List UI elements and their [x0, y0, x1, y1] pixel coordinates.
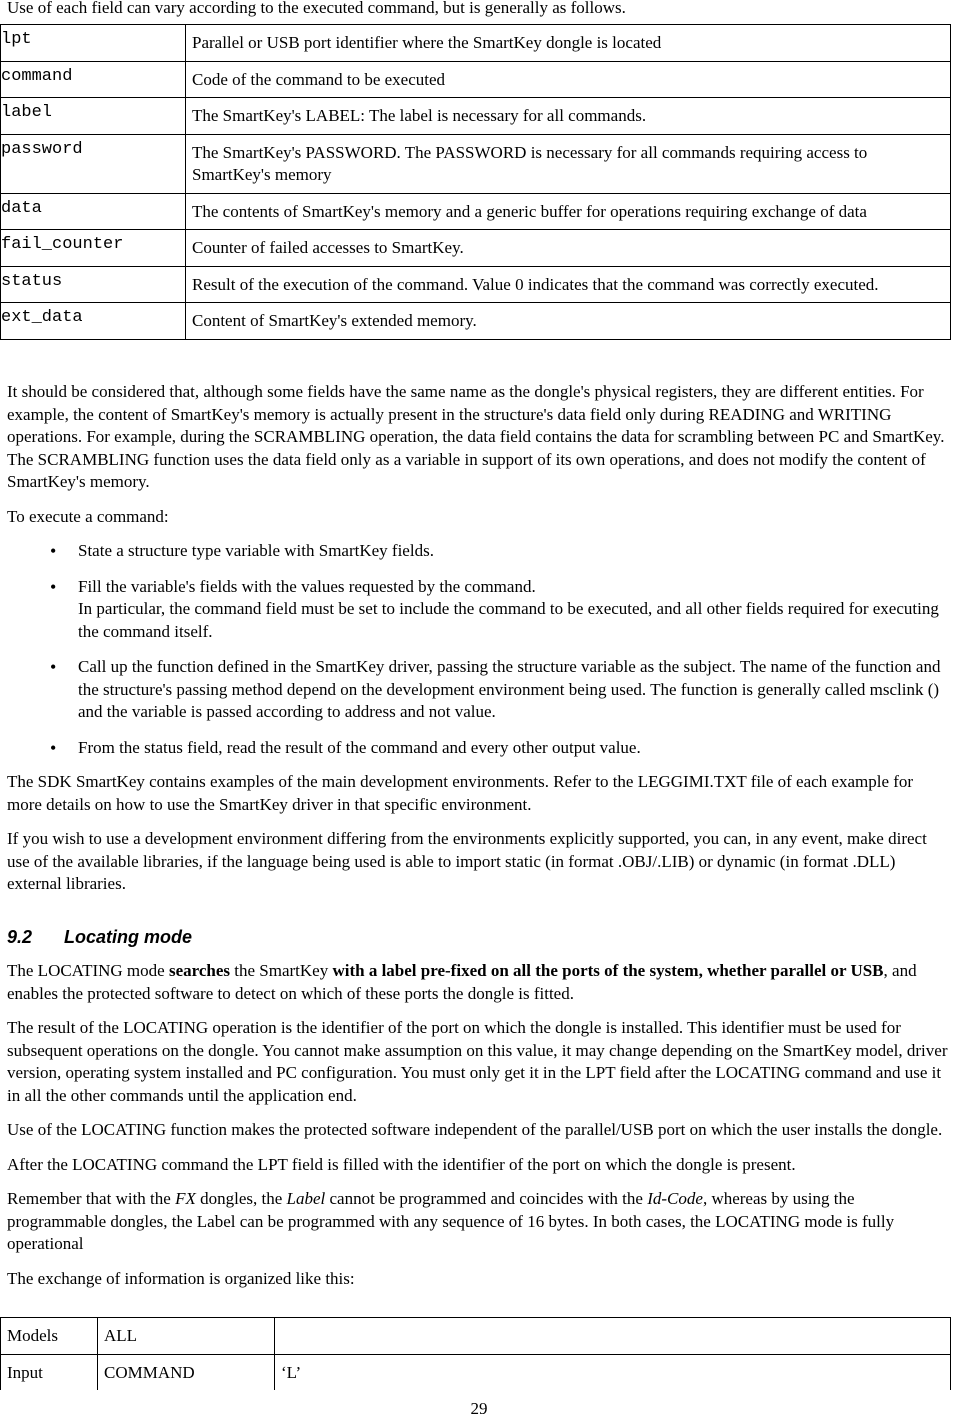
field-name: ext_data: [1, 308, 83, 327]
bullet-icon: •: [50, 737, 57, 758]
field-name: lpt: [1, 30, 32, 49]
table-row: [1, 303, 951, 340]
field-description: Code of the command to be executed: [186, 61, 951, 98]
field-description: The SmartKey's PASSWORD. The PASSWORD is necessary for all commands requiring access to SmartKey's memory: [186, 134, 951, 193]
wish-paragraph: If you wish to use a development environment differing from the environments explicitly supported, you can, in any event, make direct use of the available libraries, if the language being used is able to import static (in format .OBJ/.LIB) or dynamic (in format .DLL) external libraries.: [7, 829, 927, 893]
locating-paragraph-3: Use of the LOCATING function makes the protected software independent of the parallel/USB port on which the user installs the dongle.: [7, 1120, 943, 1139]
field-description: Result of the execution of the command. Value 0 indicates that the command was correctly executed.: [186, 266, 951, 303]
sdk-paragraph: The SDK SmartKey contains examples of the main development environments. Refer to the LEGGIMI.TXT file of each example for more details on how to use the SmartKey driver in that specific environment.: [7, 772, 914, 814]
table-row: [1, 230, 951, 267]
section-number: 9.2: [7, 927, 33, 947]
table-row: [1, 98, 951, 135]
list-item: • State a structure type variable with SmartKey fields.: [50, 541, 434, 561]
list-item: • Call up the function defined in the SmartKey driver, passing the structure variable as the subject. The name of the function and the structure's passing method depend on the development environment being used. The function is generally called msclink () and the variable is passed according to address and not value.: [50, 657, 941, 721]
field-name: password: [1, 139, 83, 159]
field-description: Content of SmartKey's extended memory.: [186, 303, 951, 340]
table-row: [1, 25, 951, 62]
field-name: fail_counter: [1, 235, 124, 254]
fields-table: [0, 24, 951, 340]
steps-list: [7, 540, 952, 759]
page-number: 29: [470, 1399, 488, 1418]
consider-paragraph: It should be considered that, although some fields have the same name as the dongle's physical registers, they are different entities. For example, the content of SmartKey's memory is actually present in the structure's data field only during READING and WRITING operations. For example, during the SCRAMBLING operation, the data field contains the data for scrambling between PC and SmartKey. The SCRAMBLING function uses the data field only as a variable in support of its own operations, and does not modify the content of SmartKey's memory.: [7, 382, 945, 491]
exchange-table: [0, 1317, 951, 1390]
field-description: The contents of SmartKey's memory and a generic buffer for operations requiring exchange of data: [186, 193, 951, 230]
table-row: [1, 193, 951, 230]
locating-paragraph-2: The result of the LOCATING operation is the identifier of the port on which the dongle is installed. This identifier must be used for subsequent operations on the dongle. You cannot make assumption on this value, it may change depending on the SmartKey model, driver version, operating system installed and PC configuration. You must only get it in the LPT field after the LOCATING command and use it in all the other commands until the application end.: [7, 1018, 948, 1105]
execute-intro: To execute a command:: [7, 506, 169, 526]
locating-paragraph-5: Remember that with the FX dongles, the Label cannot be programmed and coincides with the Id-Code, whereas by using the programmable dongles, the Label can be programmed with any sequence of 16 bytes. In both cases, the LOCATING mode is fully operational: [7, 1189, 895, 1253]
table-row: Input COMMAND ‘L’: [1, 1354, 951, 1390]
intro-text: Use of each field can vary according to the executed command, but is generally as follows.: [7, 0, 626, 17]
field-name: status: [1, 271, 63, 291]
section-title: Locating mode: [64, 927, 193, 947]
bullet-icon: •: [50, 541, 57, 561]
locating-paragraph-4: After the LOCATING command the LPT field is filled with the identifier of the port on which the dongle is present.: [7, 1154, 796, 1174]
field-description: Parallel or USB port identifier where the SmartKey dongle is located: [186, 25, 951, 62]
field-name: command: [1, 66, 73, 86]
field-description: Counter of failed accesses to SmartKey.: [186, 230, 951, 267]
table-row: [1, 266, 951, 303]
list-item: • Fill the variable's fields with the values requested by the command. In particular, the command field must be set to include the command to be executed, and all other fields required for executing the command itself.: [50, 576, 939, 641]
bullet-icon: •: [50, 576, 57, 597]
table-row: Models ALL: [1, 1318, 951, 1355]
field-name: label: [1, 103, 53, 122]
section-heading: [7, 926, 192, 949]
bullet-icon: •: [50, 657, 57, 677]
field-description: The SmartKey's LABEL: The label is necessary for all commands.: [186, 98, 951, 135]
table-row: [1, 61, 951, 98]
locating-paragraph-6: The exchange of information is organized like this:: [7, 1268, 355, 1288]
list-item: • From the status field, read the result of the command and every other output value.: [50, 737, 641, 758]
table-row: [1, 134, 951, 193]
locating-paragraph-1: The LOCATING mode searches the SmartKey with a label pre-fixed on all the ports of the system, whether parallel or USB, and enables the protected software to detect on which of these ports the dongle is fitted.: [7, 961, 917, 1003]
field-name: data: [1, 198, 42, 218]
